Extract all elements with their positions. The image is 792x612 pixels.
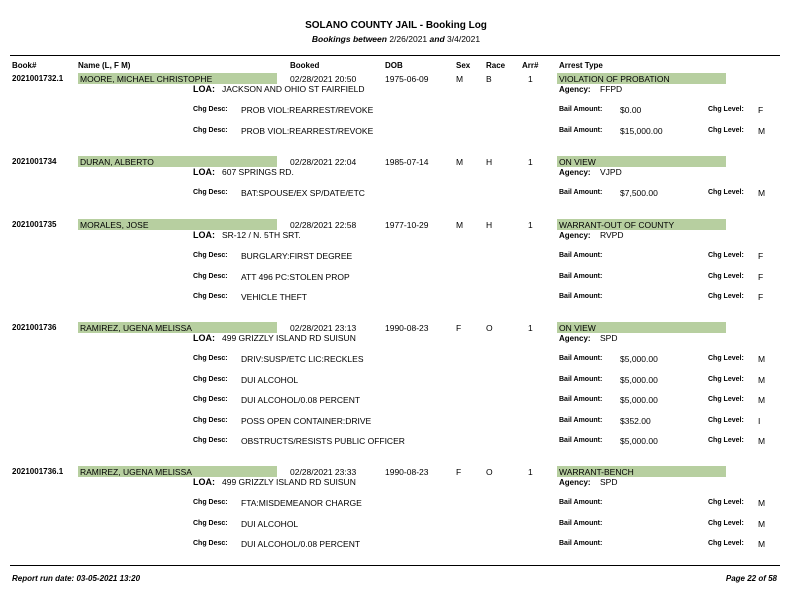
charge-level: M: [758, 188, 766, 198]
subtitle-prefix: Bookings between: [311, 34, 387, 44]
charge-level-label: Chg Level:: [708, 293, 744, 300]
race-value: H: [486, 220, 493, 230]
book-number: 2021001735: [12, 220, 57, 229]
arrest-number: 1: [528, 323, 533, 333]
charge-desc: DUI ALCOHOL: [241, 374, 299, 385]
charge-level-label: Chg Level:: [708, 252, 744, 259]
bail-amount: $5,000.00: [620, 374, 658, 385]
bail-amount: $7,500.00: [620, 188, 658, 198]
col-sex: Sex: [456, 61, 471, 70]
arrest-type: WARRANT-OUT OF COUNTY: [559, 220, 675, 230]
sex-value: M: [456, 74, 464, 84]
booked-datetime: 02/28/2021 23:33: [290, 467, 357, 477]
charge-desc-label: Chg Desc:: [193, 252, 228, 259]
charge-desc-label: Chg Desc:: [193, 293, 228, 300]
charge-level-label: Chg Level:: [708, 416, 744, 424]
charge-desc-label: Chg Desc:: [193, 499, 228, 506]
report-run-date: Report run date: 03-05-2021 13:20: [12, 574, 141, 583]
agency-value: RVPD: [600, 230, 624, 240]
charge-level-label: Chg Level:: [708, 126, 744, 134]
charge-level: M: [758, 539, 766, 549]
loa-value: 499 GRIZZLY ISLAND RD SUISUN: [222, 477, 356, 487]
charge-level-label: Chg Level:: [708, 375, 744, 383]
charge-level-label: Chg Level:: [708, 106, 744, 113]
arrest-number: 1: [528, 220, 533, 230]
race-value: H: [486, 157, 493, 167]
loa-label: LOA:: [193, 477, 215, 487]
sex-value: F: [456, 323, 462, 333]
date-of-birth: 1990-08-23: [385, 467, 429, 477]
col-dob: DOB: [385, 61, 403, 70]
agency-value: VJPD: [600, 167, 622, 177]
bail-amount: $5,000.00: [620, 436, 658, 446]
bail-amount-label: Bail Amount:: [559, 437, 603, 444]
agency-value: SPD: [600, 477, 618, 487]
book-number: 2021001736: [12, 323, 57, 332]
charge-level: F: [758, 292, 764, 302]
bail-amount-label: Bail Amount:: [559, 499, 603, 506]
charge-level: M: [758, 498, 766, 508]
charge-level-label: Chg Level:: [708, 437, 744, 444]
bail-amount-label: Bail Amount:: [559, 106, 603, 113]
date-of-birth: 1977-10-29: [385, 220, 429, 230]
bail-amount: $5,000.00: [620, 354, 658, 364]
col-race: Race: [486, 61, 506, 70]
charge-level: F: [758, 105, 764, 115]
inmate-name: MORALES, JOSE: [80, 220, 149, 230]
bail-amount: $0.00: [620, 105, 642, 115]
sex-value: F: [456, 467, 462, 477]
date-of-birth: 1985-07-14: [385, 157, 429, 167]
bail-amount-label: Bail Amount:: [559, 272, 603, 280]
charge-desc-label: Chg Desc:: [193, 416, 228, 424]
charge-level-label: Chg Level:: [708, 499, 744, 506]
loa-label: LOA:: [193, 333, 215, 343]
charge-desc: DUI ALCOHOL/0.08 PERCENT: [241, 539, 361, 549]
bail-amount-label: Bail Amount:: [559, 293, 603, 300]
inmate-name: DURAN, ALBERTO: [80, 157, 154, 167]
charge-level-label: Chg Level:: [708, 519, 744, 527]
charge-desc-label: Chg Desc:: [193, 375, 228, 383]
charge-level-label: Chg Level:: [708, 396, 744, 403]
charge-desc-label: Chg Desc:: [193, 519, 228, 527]
charge-level: M: [758, 518, 766, 529]
charge-desc-label: Chg Desc:: [193, 437, 228, 444]
col-book: Book#: [12, 61, 37, 70]
loa-value: JACKSON AND OHIO ST FAIRFIELD: [222, 84, 365, 94]
header-top-rule: [10, 55, 780, 56]
inmate-name: MOORE, MICHAEL CHRISTOPHE: [80, 74, 213, 84]
date-to: 3/4/2021: [447, 34, 481, 44]
loa-label: LOA:: [193, 230, 215, 240]
col-booked: Booked: [290, 61, 320, 70]
agency-label: Agency:: [559, 334, 591, 343]
charge-desc: FTA:MISDEMEANOR CHARGE: [241, 498, 362, 508]
agency-value: SPD: [600, 333, 618, 343]
col-arrest-type: Arrest Type: [559, 61, 603, 70]
date-of-birth: 1975-06-09: [385, 74, 429, 84]
loa-value: 607 SPRINGS RD.: [222, 167, 294, 177]
arrest-type: ON VIEW: [559, 157, 596, 167]
charge-desc: VEHICLE THEFT: [241, 292, 307, 302]
sex-value: M: [456, 157, 464, 167]
bail-amount-label: Bail Amount:: [559, 252, 603, 259]
charge-level: F: [758, 251, 764, 261]
agency-label: Agency:: [559, 478, 591, 487]
charge-desc-label: Chg Desc:: [193, 396, 228, 403]
charge-desc: POSS OPEN CONTAINER:DRIVE: [241, 415, 372, 426]
charge-desc: BAT:SPOUSE/EX SP/DATE/ETC: [241, 188, 365, 198]
bail-amount: $5,000.00: [620, 395, 658, 405]
charge-desc: PROB VIOL:REARREST/REVOKE: [241, 105, 374, 115]
bail-amount: $15,000.00: [620, 125, 663, 136]
charge-level: M: [758, 395, 766, 405]
charge-desc-label: Chg Desc:: [193, 106, 228, 113]
booked-datetime: 02/28/2021 23:13: [290, 323, 357, 333]
charge-desc-label: Chg Desc:: [193, 272, 228, 280]
bail-amount-label: Bail Amount:: [559, 189, 603, 196]
race-value: B: [486, 74, 492, 84]
report-subtitle: [0, 34, 792, 44]
race-value: O: [486, 323, 493, 333]
booked-datetime: 02/28/2021 22:58: [290, 220, 357, 230]
footer-rule: [10, 565, 780, 566]
inmate-name: RAMIREZ, UGENA MELISSA: [80, 467, 192, 477]
charge-desc-label: Chg Desc:: [193, 126, 228, 134]
charge-desc: PROB VIOL:REARREST/REVOKE: [241, 125, 374, 136]
charge-desc: DUI ALCOHOL: [241, 518, 299, 529]
book-number: 2021001736.1: [12, 467, 64, 476]
charge-level: M: [758, 374, 766, 385]
col-arr: Arr#: [522, 61, 539, 70]
arrest-type: VIOLATION OF PROBATION: [559, 74, 670, 84]
loa-value: 499 GRIZZLY ISLAND RD SUISUN: [222, 333, 356, 343]
charge-desc: OBSTRUCTS/RESISTS PUBLIC OFFICER: [241, 436, 405, 446]
charge-desc-label: Chg Desc:: [193, 540, 228, 547]
charge-desc: DUI ALCOHOL/0.08 PERCENT: [241, 395, 361, 405]
col-name: Name (L, F M): [78, 61, 131, 70]
charge-level-label: Chg Level:: [708, 540, 744, 547]
agency-label: Agency:: [559, 168, 591, 177]
date-of-birth: 1990-08-23: [385, 323, 429, 333]
loa-label: LOA:: [193, 167, 215, 177]
book-number: 2021001734: [12, 157, 57, 166]
bail-amount-label: Bail Amount:: [559, 416, 603, 424]
arrest-type: WARRANT-BENCH: [559, 467, 634, 477]
charge-level: F: [758, 271, 764, 282]
arrest-number: 1: [528, 74, 533, 84]
book-number: 2021001732.1: [12, 74, 64, 83]
inmate-name: RAMIREZ, UGENA MELISSA: [80, 323, 192, 333]
charge-level-label: Chg Level:: [708, 189, 744, 196]
bail-amount-label: Bail Amount:: [559, 396, 603, 403]
arrest-number: 1: [528, 467, 533, 477]
page-number: Page 22 of 58: [725, 574, 777, 583]
bail-amount-label: Bail Amount:: [559, 375, 603, 383]
agency-value: FFPD: [600, 84, 623, 94]
report-title: SOLANO COUNTY JAIL - Booking Log: [305, 20, 487, 31]
bail-amount-label: Bail Amount:: [559, 126, 603, 134]
loa-label: LOA:: [193, 84, 215, 94]
charge-desc: ATT 496 PC:STOLEN PROP: [241, 271, 350, 282]
arrest-number: 1: [528, 157, 533, 167]
charge-desc-label: Chg Desc:: [193, 355, 228, 362]
subtitle-and: and: [429, 34, 445, 44]
booked-datetime: 02/28/2021 20:50: [290, 74, 357, 84]
sex-value: M: [456, 220, 464, 230]
charge-level: M: [758, 436, 766, 446]
race-value: O: [486, 467, 493, 477]
arrest-type: ON VIEW: [559, 323, 596, 333]
bail-amount: $352.00: [620, 415, 651, 426]
charge-level: M: [758, 125, 766, 136]
charge-level: M: [758, 354, 766, 364]
charge-level-label: Chg Level:: [708, 272, 744, 280]
date-from: 2/26/2021: [389, 34, 428, 44]
charge-level-label: Chg Level:: [708, 355, 744, 362]
bail-amount-label: Bail Amount:: [559, 519, 603, 527]
agency-label: Agency:: [559, 231, 591, 240]
loa-value: SR-12 / N. 5TH SRT.: [222, 230, 301, 240]
agency-label: Agency:: [559, 85, 591, 94]
charge-desc: DRIV:SUSP/ETC LIC:RECKLES: [241, 354, 364, 364]
charge-level: I: [758, 415, 761, 426]
booked-datetime: 02/28/2021 22:04: [290, 157, 357, 167]
bail-amount-label: Bail Amount:: [559, 355, 603, 362]
bail-amount-label: Bail Amount:: [559, 540, 603, 547]
charge-desc: BURGLARY:FIRST DEGREE: [241, 251, 353, 261]
charge-desc-label: Chg Desc:: [193, 189, 228, 196]
